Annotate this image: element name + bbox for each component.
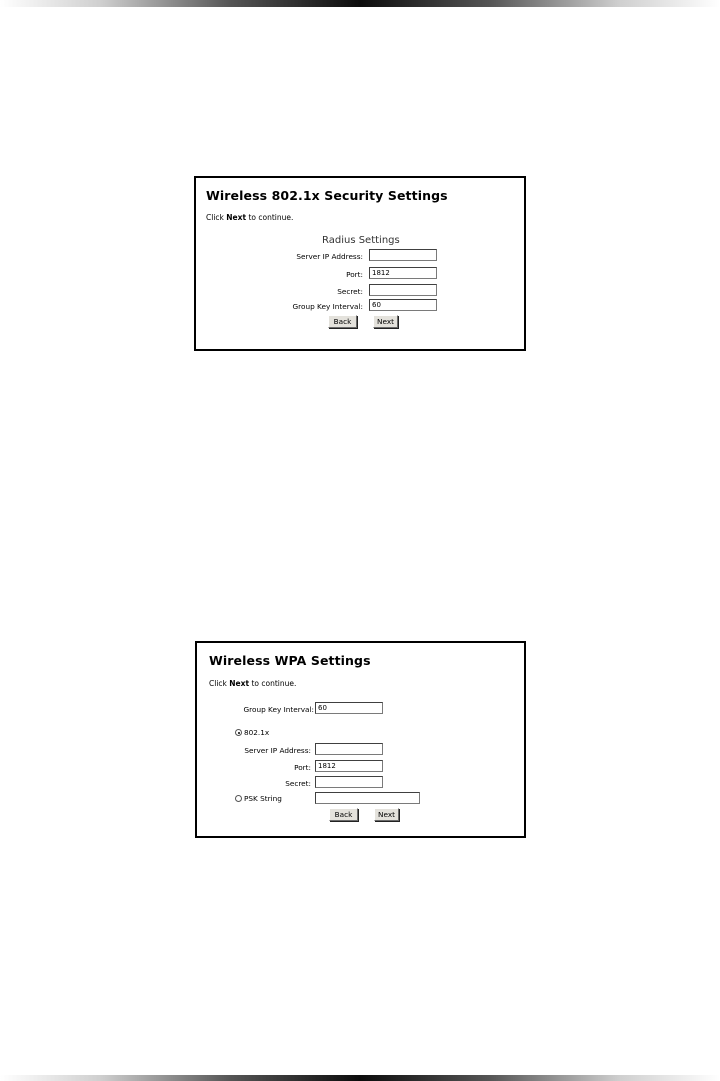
secret-input[interactable]	[315, 776, 383, 788]
next-emphasis: Next	[229, 679, 250, 688]
server-ip-label: Server IP Address:	[296, 252, 363, 261]
secret-input[interactable]	[369, 284, 437, 296]
server-ip-input[interactable]	[369, 249, 437, 261]
wireless-wpa-settings-panel	[195, 641, 526, 838]
group-key-interval-input[interactable]: 60	[315, 702, 383, 714]
port-label: Port:	[294, 763, 311, 772]
radio-selected-dot	[238, 732, 240, 734]
secret-label: Secret:	[285, 779, 311, 788]
port-label: Port:	[346, 270, 363, 279]
back-button[interactable]: Back	[329, 808, 358, 821]
port-input[interactable]: 1812	[369, 267, 437, 279]
continue-hint: Click Next to continue.	[206, 213, 294, 222]
group-key-interval-label: Group Key Interval:	[292, 302, 363, 311]
group-key-interval-label: Group Key Interval:	[243, 705, 314, 714]
bottom-gradient-rule	[0, 1075, 720, 1081]
radio-psk-label: PSK String	[244, 794, 282, 803]
psk-string-input[interactable]	[315, 792, 420, 804]
radio-8021x-label: 802.1x	[244, 728, 270, 737]
next-button[interactable]: Next	[374, 808, 399, 821]
port-input[interactable]: 1812	[315, 760, 383, 772]
server-ip-label: Server IP Address:	[244, 746, 311, 755]
top-gradient-rule	[0, 0, 720, 7]
group-key-interval-input[interactable]: 60	[369, 299, 437, 311]
radio-psk-string[interactable]	[235, 795, 242, 802]
radio-8021x[interactable]	[235, 729, 242, 736]
next-emphasis: Next	[226, 213, 247, 222]
panel-title: Wireless WPA Settings	[209, 653, 371, 668]
back-button[interactable]: Back	[328, 315, 357, 328]
continue-hint: Click Next to continue.	[209, 679, 297, 688]
next-button[interactable]: Next	[373, 315, 398, 328]
wireless-8021x-settings-panel	[194, 176, 526, 351]
server-ip-input[interactable]	[315, 743, 383, 755]
radius-settings-heading: Radius Settings	[322, 235, 400, 246]
secret-label: Secret:	[337, 287, 363, 296]
panel-title: Wireless 802.1x Security Settings	[206, 188, 448, 203]
